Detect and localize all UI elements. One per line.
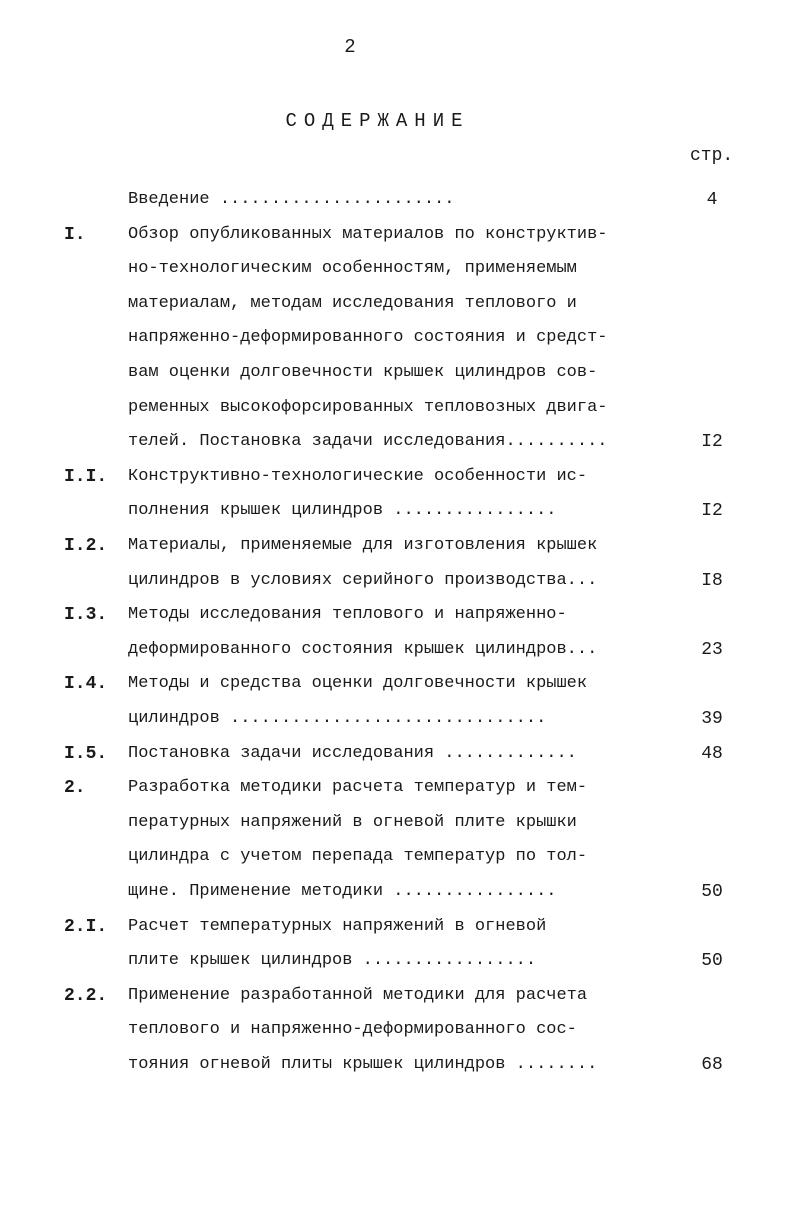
toc-entry-page: 4 xyxy=(706,190,718,210)
toc-entry-page: 48 xyxy=(701,743,723,764)
toc-entry-line: тояния огневой плиты крышек цилиндров ........ xyxy=(128,1055,598,1074)
toc-entry-line: телей. Постановка задачи исследования.......... xyxy=(128,432,608,452)
toc-entry-number: I.I. xyxy=(64,466,108,487)
toc-entry-number: 2.I. xyxy=(64,916,108,937)
toc-entry-line: Обзор опубликованных материалов по конструктив- xyxy=(128,224,608,244)
toc-entry-number: I.3. xyxy=(64,605,108,626)
toc-entry-number: I. xyxy=(64,224,86,245)
page-column-header: стр. xyxy=(690,146,734,166)
toc-entry-line: Разработка методики расчета температур и тем- xyxy=(128,778,588,798)
toc-entry-number: I.2. xyxy=(64,536,108,556)
toc-entry-line: Методы исследования теплового и напряженно- xyxy=(128,605,567,625)
toc-entry-number: I.4. xyxy=(64,674,108,695)
toc-entry-line: Расчет температурных напряжений в огневой xyxy=(128,916,547,936)
page-number: 2 xyxy=(344,36,356,58)
toc-entry-line: но-технологическим особенностям, применяемым xyxy=(128,259,577,279)
toc-entry-page: I8 xyxy=(701,570,723,591)
toc-entry-line: ременных высокофорсированных тепловозных двига- xyxy=(128,397,608,417)
toc-entry-line: полнения крышек цилиндров ................ xyxy=(128,501,557,521)
toc-entry-number: 2. xyxy=(64,778,86,799)
toc-entry-number: 2.2. xyxy=(64,985,108,1006)
toc-entry-line: материалам, методам исследования теплового и xyxy=(128,293,577,313)
toc-entry-line: Введение ....................... xyxy=(128,190,455,209)
toc-entry-page: 50 xyxy=(701,951,723,972)
toc-entry-line: теплового и напряженно-деформированного сос- xyxy=(128,1020,577,1040)
toc-entry-page: I2 xyxy=(701,501,723,522)
page-title: СОДЕРЖАНИЕ xyxy=(285,110,470,132)
toc-entry-line: цилиндров ............................... xyxy=(128,709,547,728)
toc-entry-line: Методы и средства оценки долговечности крышек xyxy=(128,674,588,694)
toc-entry-line: Постановка задачи исследования ............. xyxy=(128,743,577,763)
toc-entry-page: 68 xyxy=(701,1055,723,1075)
toc-entry-line: Применение разработанной методики для расчета xyxy=(128,985,588,1005)
toc-entry-line: деформированного состояния крышек цилиндров... xyxy=(128,639,598,659)
toc-entry-line: цилиндров в условиях серийного производства... xyxy=(128,570,598,590)
toc-entry-line: цилиндра с учетом перепада температур по тол- xyxy=(128,847,588,867)
toc-entry-line: плите крышек цилиндров ................. xyxy=(128,951,537,971)
toc-entry-line: Конструктивно-технологические особенности ис- xyxy=(128,466,588,486)
toc-entry-number: I.5. xyxy=(64,743,108,764)
toc-entry-line: щине. Применение методики ................ xyxy=(128,882,557,901)
toc-entry-line: Материалы, применяемые для изготовления крышек xyxy=(128,536,598,555)
toc-entry-page: 39 xyxy=(701,709,723,729)
toc-entry-page: 50 xyxy=(701,882,723,902)
toc-entry-line: вам оценки долговечности крышек цилиндров сов- xyxy=(128,363,598,382)
toc-entry-line: пературных напряжений в огневой плите крышки xyxy=(128,812,577,832)
toc-entry-line: напряженно-деформированного состояния и средст- xyxy=(128,328,608,348)
toc-entry-page: 23 xyxy=(701,639,723,660)
toc-entry-page: I2 xyxy=(701,432,723,453)
